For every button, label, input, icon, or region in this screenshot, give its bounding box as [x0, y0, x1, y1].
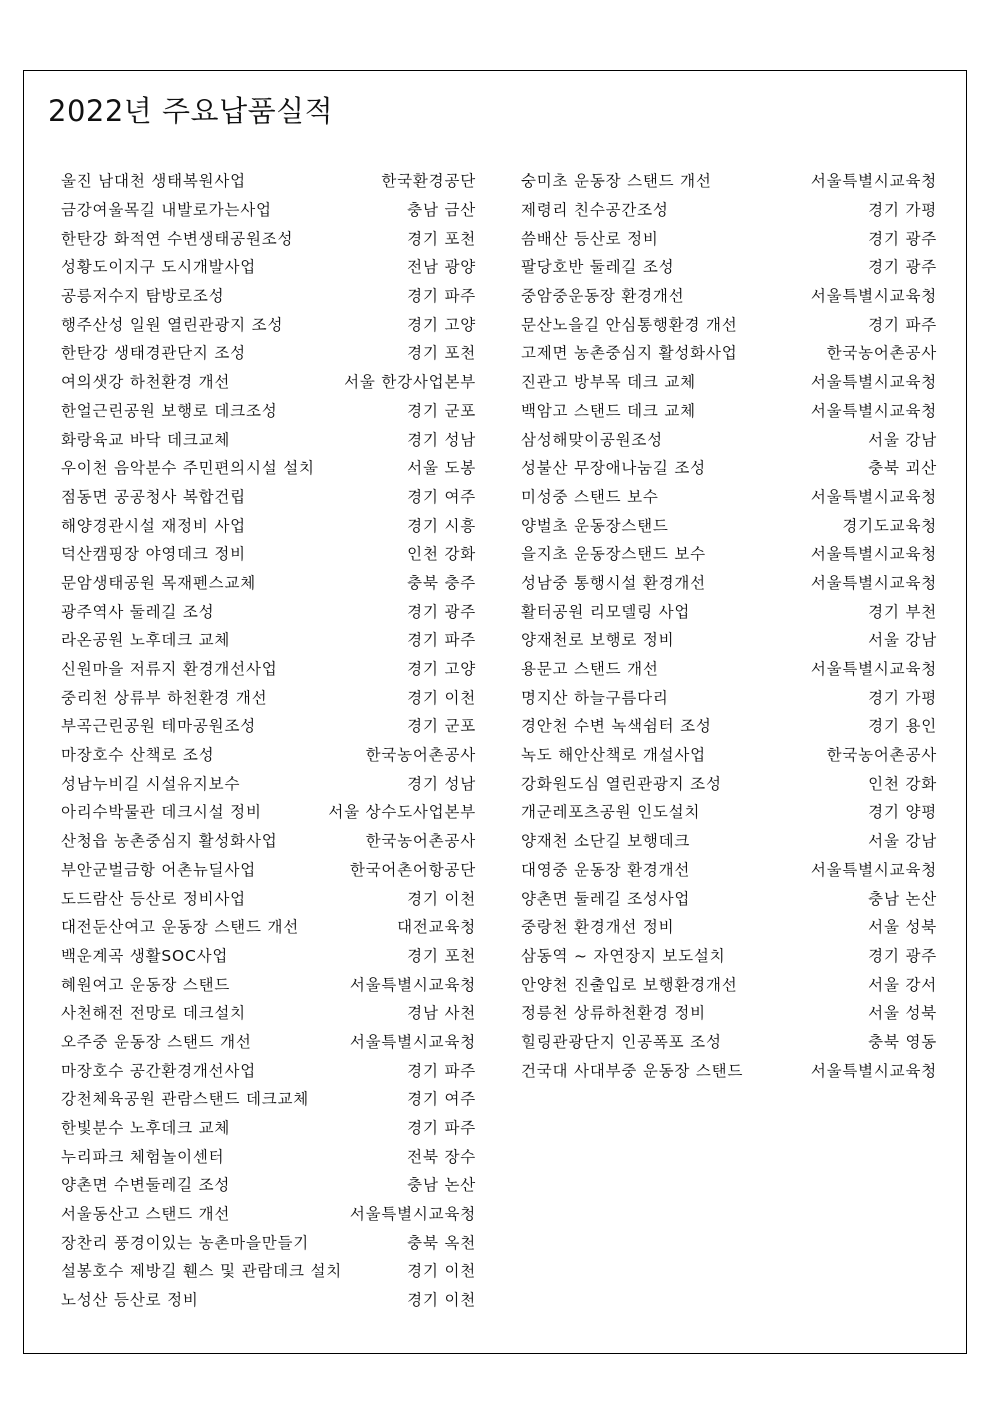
list-item — [521, 1027, 937, 1056]
project-name: 건국대 사대부중 운동장 스탠드 — [521, 1061, 744, 1080]
project-name: 을지초 운동장스탠드 보수 — [521, 545, 706, 564]
project-name: 양재천 소단길 보행데크 — [521, 832, 691, 851]
list-item — [61, 539, 476, 568]
client-name: 경기 포천 — [407, 344, 476, 363]
project-name: 양벌초 운동장스탠드 — [521, 516, 669, 535]
client-name: 서울 강남 — [868, 832, 937, 851]
client-name: 경기 여주 — [407, 1090, 476, 1109]
list-item — [61, 797, 476, 826]
list-item — [521, 941, 937, 970]
project-name: 금강여울목길 내발로가는사업 — [61, 201, 272, 220]
list-item — [521, 682, 937, 711]
list-item — [521, 969, 937, 998]
project-name: 용문고 스탠드 개선 — [521, 660, 659, 679]
client-name: 서울 강남 — [868, 430, 937, 449]
client-name: 한국환경공단 — [381, 172, 476, 191]
project-name: 마장호수 산책로 조성 — [61, 746, 215, 765]
project-name: 중랑천 환경개선 정비 — [521, 918, 675, 937]
list-item — [61, 338, 476, 367]
list-item — [521, 1055, 937, 1084]
client-name: 경기 부천 — [868, 602, 937, 621]
project-name: 해양경관시설 재정비 사업 — [61, 516, 246, 535]
client-name: 충북 영동 — [868, 1032, 937, 1051]
project-name: 미성중 스탠드 보수 — [521, 487, 659, 506]
list-item — [61, 195, 476, 224]
client-name: 경기 광주 — [407, 602, 476, 621]
client-name: 충북 옥천 — [407, 1233, 476, 1252]
project-name: 삼동역 ~ 자연장지 보도설치 — [521, 946, 726, 965]
list-item — [61, 654, 476, 683]
client-name: 경기 가평 — [868, 688, 937, 707]
client-name: 대전교육청 — [397, 918, 476, 937]
project-name: 숭미초 운동장 스탠드 개선 — [521, 172, 712, 191]
project-name: 화랑육교 바닥 데크교체 — [61, 430, 231, 449]
client-name: 경기 가평 — [868, 201, 937, 220]
client-name: 서울특별시교육청 — [810, 172, 937, 191]
project-name: 성불산 무장애나눔길 조성 — [521, 459, 706, 478]
project-name: 부안군벌금항 어촌뉴딜사업 — [61, 860, 257, 879]
list-item — [61, 1113, 476, 1142]
list-item — [521, 539, 937, 568]
list-item — [61, 1256, 476, 1285]
project-name: 장찬리 풍경이있는 농촌마을만들기 — [61, 1233, 310, 1252]
client-name: 서울 강서 — [868, 975, 937, 994]
client-name: 서울특별시교육청 — [810, 287, 937, 306]
list-item — [521, 883, 937, 912]
client-name: 경기 군포 — [407, 401, 476, 420]
list-item — [61, 453, 476, 482]
list-item — [61, 855, 476, 884]
list-item — [61, 998, 476, 1027]
client-name: 서울특별시교육청 — [349, 1032, 476, 1051]
client-name: 경기 이천 — [407, 1262, 476, 1281]
client-name: 서울 도봉 — [407, 459, 476, 478]
list-item — [61, 1170, 476, 1199]
client-name: 경기 시흥 — [407, 516, 476, 535]
list-item — [61, 510, 476, 539]
project-name: 설봉호수 제방길 휀스 및 관람데크 설치 — [61, 1262, 343, 1281]
left-column-list — [61, 166, 476, 1314]
list-item — [61, 223, 476, 252]
list-item — [61, 1141, 476, 1170]
project-name: 행주산성 일원 열린관광지 조성 — [61, 315, 284, 334]
list-item — [521, 826, 937, 855]
project-name: 대영중 운동장 환경개선 — [521, 860, 691, 879]
client-name: 한국농어촌공사 — [365, 832, 476, 851]
project-name: 녹도 해안산책로 개설사업 — [521, 746, 706, 765]
project-name: 누리파크 체험놀이센터 — [61, 1147, 225, 1166]
project-name: 양촌면 둘레길 조성사업 — [521, 889, 691, 908]
list-item — [521, 396, 937, 425]
list-item — [61, 309, 476, 338]
project-name: 활터공원 리모델링 사업 — [521, 602, 691, 621]
client-name: 서울 상수도사업본부 — [328, 803, 476, 822]
list-item — [61, 568, 476, 597]
list-item — [521, 166, 937, 195]
list-item — [521, 281, 937, 310]
project-name: 한탄강 화적연 수변생태공원조성 — [61, 229, 294, 248]
client-name: 충남 논산 — [407, 1176, 476, 1195]
list-item — [61, 1199, 476, 1228]
client-name: 경기도교육청 — [842, 516, 937, 535]
client-name: 서울특별시교육청 — [810, 401, 937, 420]
project-name: 팔당호반 둘레길 조성 — [521, 258, 675, 277]
list-item — [61, 883, 476, 912]
project-name: 경안천 수변 녹색쉼터 조성 — [521, 717, 712, 736]
list-item — [521, 797, 937, 826]
client-name: 경기 여주 — [407, 487, 476, 506]
project-name: 여의샛강 하천환경 개선 — [61, 373, 231, 392]
list-item — [61, 281, 476, 310]
page-title: 2022년 주요납품실적 — [48, 94, 334, 128]
project-name: 라온공원 노후데크 교체 — [61, 631, 231, 650]
project-name: 씀배산 등산로 정비 — [521, 229, 659, 248]
project-name: 진관고 방부목 데크 교체 — [521, 373, 696, 392]
client-name: 경기 파주 — [407, 631, 476, 650]
list-item — [521, 338, 937, 367]
project-name: 한얼근린공원 보행로 데크조성 — [61, 401, 278, 420]
list-item — [521, 367, 937, 396]
list-item — [521, 596, 937, 625]
project-name: 도드람산 등산로 정비사업 — [61, 889, 246, 908]
list-item — [521, 568, 937, 597]
client-name: 경기 포천 — [407, 946, 476, 965]
list-item — [521, 453, 937, 482]
client-name: 서울특별시교육청 — [810, 487, 937, 506]
client-name: 경기 이천 — [407, 688, 476, 707]
list-item — [521, 252, 937, 281]
list-item — [521, 195, 937, 224]
client-name: 서울 성북 — [868, 918, 937, 937]
client-name: 서울 성북 — [868, 1004, 937, 1023]
client-name: 경기 군포 — [407, 717, 476, 736]
list-item — [521, 223, 937, 252]
list-item — [521, 309, 937, 338]
project-name: 사천해전 전망로 데크설치 — [61, 1004, 246, 1023]
list-item — [521, 424, 937, 453]
list-item — [521, 768, 937, 797]
client-name: 서울특별시교육청 — [810, 573, 937, 592]
list-item — [61, 682, 476, 711]
list-item — [61, 969, 476, 998]
project-name: 우이천 음악분수 주민편의시설 설치 — [61, 459, 315, 478]
client-name: 서울특별시교육청 — [810, 373, 937, 392]
list-item — [61, 625, 476, 654]
client-name: 경기 광주 — [868, 946, 937, 965]
project-name: 강천체육공원 관람스탠드 데크교체 — [61, 1090, 310, 1109]
list-item — [521, 998, 937, 1027]
project-name: 고제면 농촌중심지 활성화사업 — [521, 344, 738, 363]
project-name: 삼성해맞이공원조성 — [521, 430, 663, 449]
project-name: 명지산 하늘구름다리 — [521, 688, 669, 707]
list-item — [61, 711, 476, 740]
list-item — [521, 912, 937, 941]
list-item — [61, 740, 476, 769]
client-name: 충남 논산 — [868, 889, 937, 908]
client-name: 경기 양평 — [868, 803, 937, 822]
list-item — [61, 1285, 476, 1314]
list-item — [61, 252, 476, 281]
project-name: 아리수박물관 데크시설 정비 — [61, 803, 262, 822]
project-name: 성황도이지구 도시개발사업 — [61, 258, 257, 277]
project-name: 공릉저수지 탐방로조성 — [61, 287, 225, 306]
list-item — [521, 625, 937, 654]
client-name: 서울특별시교육청 — [349, 975, 476, 994]
client-name: 경기 성남 — [407, 774, 476, 793]
client-name: 전남 광양 — [407, 258, 476, 277]
client-name: 경기 파주 — [407, 1119, 476, 1138]
project-name: 오주중 운동장 스탠드 개선 — [61, 1032, 252, 1051]
project-name: 정릉천 상류하천환경 정비 — [521, 1004, 706, 1023]
project-name: 안양천 진출입로 보행환경개선 — [521, 975, 738, 994]
client-name: 경기 고양 — [407, 315, 476, 334]
project-name: 한빛분수 노후데크 교체 — [61, 1119, 231, 1138]
client-name: 한국어촌어항공단 — [349, 860, 476, 879]
project-name: 울진 남대천 생태복원사업 — [61, 172, 246, 191]
project-name: 광주역사 둘레길 조성 — [61, 602, 215, 621]
project-name: 마장호수 공간환경개선사업 — [61, 1061, 257, 1080]
client-name: 서울특별시교육청 — [349, 1205, 476, 1224]
client-name: 경남 사천 — [407, 1004, 476, 1023]
list-item — [521, 510, 937, 539]
client-name: 경기 포천 — [407, 229, 476, 248]
client-name: 한국농어촌공사 — [826, 746, 937, 765]
client-name: 경기 파주 — [868, 315, 937, 334]
project-name: 부곡근린공원 테마공원조성 — [61, 717, 257, 736]
project-name: 대전둔산여고 운동장 스탠드 개선 — [61, 918, 300, 937]
list-item — [61, 1027, 476, 1056]
project-name: 문산노을길 안심통행환경 개선 — [521, 315, 738, 334]
client-name: 충북 괴산 — [868, 459, 937, 478]
list-item — [61, 912, 476, 941]
list-item — [61, 482, 476, 511]
client-name: 경기 고양 — [407, 660, 476, 679]
project-name: 노성산 등산로 정비 — [61, 1291, 199, 1310]
project-name: 강화원도심 열린관광지 조성 — [521, 774, 722, 793]
project-name: 산청읍 농촌중심지 활성화사업 — [61, 832, 278, 851]
project-name: 서울동산고 스탠드 개선 — [61, 1205, 231, 1224]
project-name: 힐링관광단지 인공폭포 조성 — [521, 1032, 722, 1051]
list-item — [61, 826, 476, 855]
client-name: 경기 광주 — [868, 229, 937, 248]
project-name: 양촌면 수변둘레길 조성 — [61, 1176, 231, 1195]
client-name: 충남 금산 — [407, 201, 476, 220]
project-name: 한탄강 생태경관단지 조성 — [61, 344, 246, 363]
client-name: 서울 강남 — [868, 631, 937, 650]
client-name: 경기 파주 — [407, 287, 476, 306]
client-name: 서울 한강사업본부 — [344, 373, 476, 392]
client-name: 한국농어촌공사 — [365, 746, 476, 765]
project-name: 신원마을 저류지 환경개선사업 — [61, 660, 278, 679]
project-name: 성남누비길 시설유지보수 — [61, 774, 241, 793]
list-item — [61, 1227, 476, 1256]
project-name: 개군레포츠공원 인도설치 — [521, 803, 701, 822]
project-name: 문암생태공원 목재펜스교체 — [61, 573, 257, 592]
project-name: 양재천로 보행로 정비 — [521, 631, 675, 650]
list-item — [521, 711, 937, 740]
list-item — [61, 941, 476, 970]
list-item — [61, 396, 476, 425]
client-name: 서울특별시교육청 — [810, 1061, 937, 1080]
list-item — [61, 596, 476, 625]
list-item — [61, 166, 476, 195]
list-item — [61, 768, 476, 797]
list-item — [61, 1084, 476, 1113]
client-name: 경기 이천 — [407, 1291, 476, 1310]
list-item — [521, 654, 937, 683]
client-name: 인천 강화 — [407, 545, 476, 564]
project-name: 중리천 상류부 하천환경 개선 — [61, 688, 268, 707]
list-item — [61, 424, 476, 453]
list-item — [521, 855, 937, 884]
list-item — [521, 482, 937, 511]
project-name: 백암고 스탠드 데크 교체 — [521, 401, 696, 420]
project-name: 백운계곡 생활SOC사업 — [61, 946, 229, 965]
client-name: 경기 이천 — [407, 889, 476, 908]
client-name: 경기 파주 — [407, 1061, 476, 1080]
list-item — [61, 367, 476, 396]
document-frame — [23, 70, 967, 1354]
client-name: 충북 충주 — [407, 573, 476, 592]
client-name: 경기 광주 — [868, 258, 937, 277]
project-name: 혜원여고 운동장 스탠드 — [61, 975, 231, 994]
list-item — [521, 740, 937, 769]
project-name: 점동면 공공청사 복합건립 — [61, 487, 246, 506]
list-item — [61, 1055, 476, 1084]
project-name: 성남중 통행시설 환경개선 — [521, 573, 706, 592]
client-name: 서울특별시교육청 — [810, 860, 937, 879]
client-name: 경기 성남 — [407, 430, 476, 449]
client-name: 서울특별시교육청 — [810, 660, 937, 679]
project-name: 덕산캠핑장 야영데크 정비 — [61, 545, 246, 564]
project-name: 제령리 친수공간조성 — [521, 201, 669, 220]
project-name: 중암중운동장 환경개선 — [521, 287, 685, 306]
client-name: 서울특별시교육청 — [810, 545, 937, 564]
right-column-list — [521, 166, 937, 1084]
client-name: 경기 용인 — [868, 717, 937, 736]
client-name: 인천 강화 — [868, 774, 937, 793]
client-name: 전북 장수 — [407, 1147, 476, 1166]
client-name: 한국농어촌공사 — [826, 344, 937, 363]
